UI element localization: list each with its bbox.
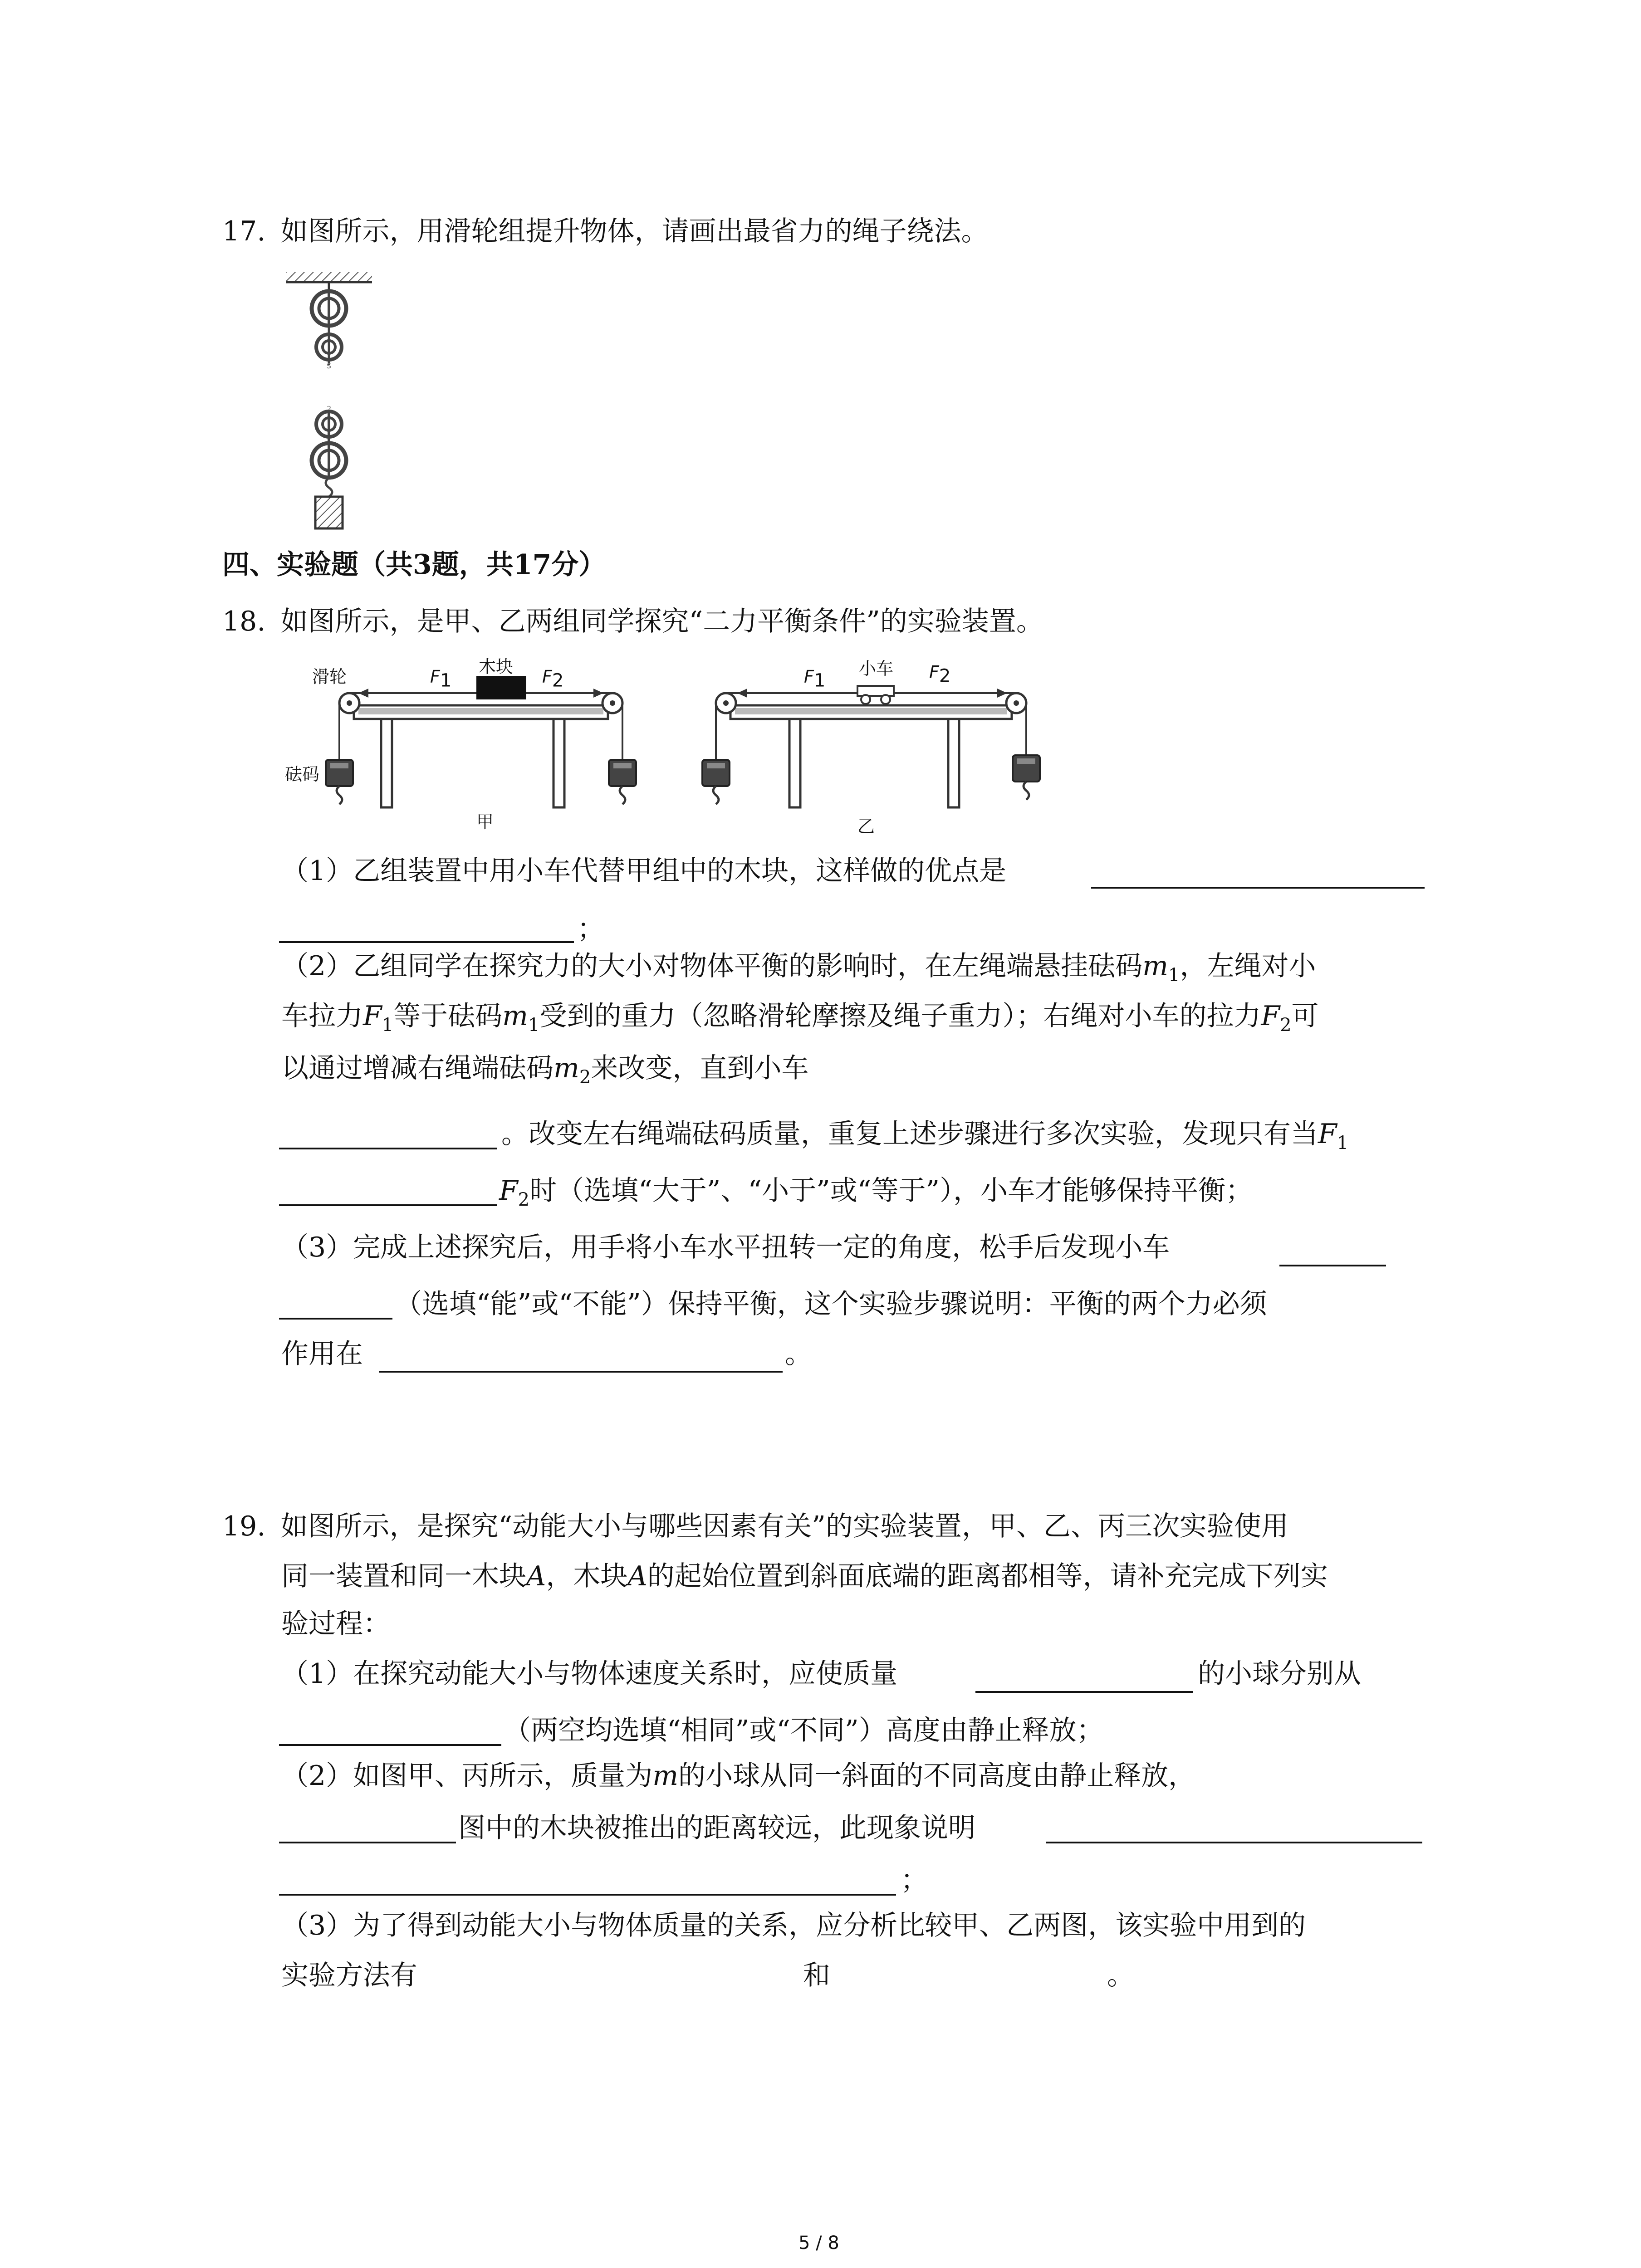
q18-number: 18. xyxy=(222,606,266,637)
q18-p2-line3: 以通过增减右绳端砝码$m_2$来改变，直到小车 xyxy=(281,1052,809,1088)
section-title: 四、实验题（共3题，共17分） xyxy=(222,549,606,581)
q18-p3-blank-b[interactable] xyxy=(279,1318,392,1320)
q18-p3-line1: （3）完成上述探究后，用手将小车水平扭转一定的角度，松手后发现小车 xyxy=(281,1232,1170,1263)
q18-p1-end: ； xyxy=(577,913,604,945)
q18-p1-blank-a[interactable] xyxy=(1091,887,1425,889)
hanging-weight xyxy=(315,497,343,528)
cart xyxy=(857,686,894,696)
q18-text: 如图所示，是甲、乙两组同学探究“二力平衡条件”的实验装置。 xyxy=(280,606,1043,637)
label-cart: 小车 xyxy=(859,659,894,679)
svg-text:s: s xyxy=(326,360,332,371)
label-pulley: 滑轮 xyxy=(312,667,347,687)
q19-line1: 19. 如图所示，是探究“动能大小与哪些因素有关”的实验装置，甲、乙、丙三次实验使用 xyxy=(222,1510,1288,1542)
caption-a: 甲 xyxy=(476,812,494,832)
table-leg xyxy=(554,719,564,807)
caption-b: 乙 xyxy=(857,816,875,836)
q18-p1-text: （1）乙组装置中用小车代替甲组中的木块，这样做的优点是 xyxy=(281,855,1007,887)
svg-text:?: ? xyxy=(326,404,332,415)
q18-line xyxy=(222,603,1043,640)
q17-text: 如图所示，用滑轮组提升物体，请画出最省力的绳子绕法。 xyxy=(280,215,989,247)
label-wood-block: 木块 xyxy=(479,657,514,677)
q18-p2-blank-b[interactable] xyxy=(279,1204,497,1206)
q18-p2-blank-a[interactable] xyxy=(279,1148,497,1149)
q18-p3-end: 。 xyxy=(785,1338,812,1370)
q17-line xyxy=(222,213,989,249)
q19-p3-line2: 实验方法有 xyxy=(281,1960,417,1991)
q18-p2-line1: （2）乙组同学在探究力的大小对物体平衡的影响时，在左绳端悬挂砝码$m_1$，左绳对小 xyxy=(281,950,1316,986)
q18-p1-blank-b[interactable] xyxy=(279,941,574,943)
q18-p3-line2: （选填“能”或“不能”）保持平衡，这个实验步骤说明：平衡的两个力必须 xyxy=(395,1288,1267,1320)
fixed-pulley-small xyxy=(316,326,342,365)
label-f2-a: $F_2$ xyxy=(542,667,564,691)
ceiling xyxy=(286,272,372,282)
q19-p1-line1: （1）在探究动能大小与物体速度关系时，应使质量 xyxy=(281,1658,898,1690)
q18-p3-blank-a[interactable] xyxy=(1279,1265,1386,1266)
label-weight: 砝码 xyxy=(285,764,320,784)
wood-block xyxy=(476,676,526,699)
q19-p2-blank-a[interactable] xyxy=(279,1842,456,1843)
q19-p1-line2: （两空均选填“相同”或“不同”）高度由静止释放； xyxy=(504,1715,1104,1746)
page-number: 5 / 8 xyxy=(798,2233,839,2253)
q19-p1-blank-b[interactable] xyxy=(279,1744,501,1746)
q19-line3: 验过程： xyxy=(281,1608,390,1640)
q19-p3-line1: （3）为了得到动能大小与物体质量的关系，应分析比较甲、乙两图，该实验中用到的 xyxy=(281,1910,1306,1941)
q17-pulley-figure xyxy=(272,268,390,540)
q19-p3-end: 。 xyxy=(1107,1960,1134,1991)
q18-p1-line1 xyxy=(281,853,1006,889)
q19-p2-end: ； xyxy=(901,1864,928,1896)
table-leg xyxy=(948,719,959,807)
q18-p2-line5: $F_2$时（选填“大于”、“小于”或“等于”），小车才能够保持平衡； xyxy=(499,1175,1253,1210)
q18-p3-blank-c[interactable] xyxy=(379,1371,783,1373)
label-f2-b: $F_2$ xyxy=(929,662,951,687)
table-leg xyxy=(789,719,800,807)
q19-p2-blank-c[interactable] xyxy=(279,1894,896,1896)
label-f1-b: $F_1$ xyxy=(804,667,826,691)
q19-p2-line2: 图中的木块被推出的距离较远，此现象说明 xyxy=(458,1812,975,1844)
table-leg xyxy=(381,719,392,807)
q18-p2-line2: 车拉力$F_1$等于砝码$m_1$受到的重力（忽略滑轮摩擦及绳子重力）；右绳对小车的拉力$F_2$可 xyxy=(281,1000,1319,1036)
q19-p1-line1b: 的小球分别从 xyxy=(1198,1658,1361,1690)
q19-p2-line1: （2）如图甲、丙所示，质量为m的小球从同一斜面的不同高度由静止释放， xyxy=(281,1760,1196,1792)
q19-p2-blank-b[interactable] xyxy=(1046,1842,1422,1843)
q19-p3-and: 和 xyxy=(803,1960,830,1991)
fixed-pulley-large xyxy=(312,291,346,326)
q18-p3-line3: 作用在 xyxy=(281,1338,363,1370)
q19-number: 19. xyxy=(222,1510,266,1542)
q19-p1-blank-a[interactable] xyxy=(975,1691,1193,1693)
q17-number: 17. xyxy=(222,215,266,247)
label-f1-a: $F_1$ xyxy=(430,667,452,691)
q18-p2-line4: 。改变左右绳端砝码质量，重复上述步骤进行多次实验，发现只有当$F_1$ xyxy=(501,1118,1349,1154)
q19-line2: 同一装置和同一木块A，木块A的起始位置到斜面底端的距离都相等，请补充完成下列实 xyxy=(281,1560,1328,1592)
